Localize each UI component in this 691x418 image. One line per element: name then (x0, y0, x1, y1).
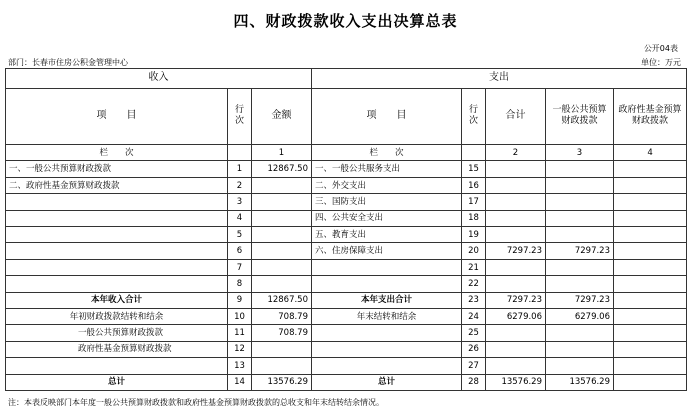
expense-govfund (614, 161, 687, 177)
income-item-header: 项 目 (6, 88, 228, 144)
expense-total (486, 177, 546, 193)
income-item (6, 276, 228, 292)
expense-row-no: 25 (462, 325, 486, 341)
expense-general: 7297.23 (546, 243, 614, 259)
expense-govfund (614, 341, 687, 357)
expense-general (546, 210, 614, 226)
expense-total (486, 341, 546, 357)
fiscal-summary-table (5, 68, 687, 391)
table-row (6, 276, 687, 292)
expense-total (486, 161, 546, 177)
income-item (6, 243, 228, 259)
income-row-no: 12 (228, 341, 252, 357)
expense-govfund (614, 177, 687, 193)
expense-govfund-header: 政府性基金预算财政拨款 (614, 88, 687, 144)
table-row (6, 309, 687, 325)
income-item: 一、一般公共预算财政拨款 (6, 161, 228, 177)
expense-general: 6279.06 (546, 309, 614, 325)
form-number: 公开04表 (643, 44, 678, 53)
expense-item: 本年支出合计 (312, 292, 462, 308)
income-amount-header: 金额 (252, 88, 312, 144)
income-row-no: 9 (228, 292, 252, 308)
table-row (6, 210, 687, 226)
expense-govfund (614, 292, 687, 308)
expense-lanci-rowno (462, 145, 486, 161)
income-lanci-rowno (228, 145, 252, 161)
income-item (6, 358, 228, 374)
income-row-no: 4 (228, 210, 252, 226)
expense-item: 总计 (312, 374, 462, 390)
income-amount (252, 259, 312, 275)
expense-item (312, 325, 462, 341)
income-amount (252, 243, 312, 259)
income-amount: 13576.29 (252, 374, 312, 390)
expense-item (312, 358, 462, 374)
income-item (6, 194, 228, 210)
income-amount: 708.79 (252, 325, 312, 341)
expense-row-no: 17 (462, 194, 486, 210)
expense-general (546, 177, 614, 193)
page-title: 四、财政拨款收入支出决算总表 (233, 12, 458, 30)
income-amount (252, 276, 312, 292)
expense-general (546, 259, 614, 275)
expense-govfund (614, 259, 687, 275)
expense-govfund (614, 227, 687, 243)
income-amount (252, 177, 312, 193)
expense-govfund (614, 374, 687, 390)
expense-item: 四、公共安全支出 (312, 210, 462, 226)
expense-row-no: 23 (462, 292, 486, 308)
income-section-header: 收入 (6, 69, 312, 89)
table-row (6, 161, 687, 177)
expense-general (546, 325, 614, 341)
expense-general (546, 227, 614, 243)
expense-item: 六、住房保障支出 (312, 243, 462, 259)
income-row-no: 14 (228, 374, 252, 390)
income-amount: 12867.50 (252, 161, 312, 177)
income-amount (252, 358, 312, 374)
expense-govfund (614, 276, 687, 292)
expense-general (546, 341, 614, 357)
income-item: 二、政府性基金预算财政拨款 (6, 177, 228, 193)
expense-general: 7297.23 (546, 292, 614, 308)
income-amount (252, 341, 312, 357)
col-index-3: 3 (546, 145, 614, 161)
expense-govfund (614, 309, 687, 325)
expense-section-header: 支出 (312, 69, 687, 89)
expense-govfund (614, 210, 687, 226)
expense-govfund (614, 358, 687, 374)
expense-total: 6279.06 (486, 309, 546, 325)
expense-item: 三、国防支出 (312, 194, 462, 210)
expense-item (312, 341, 462, 357)
table-row (6, 292, 687, 308)
income-row-no-header: 行次 (228, 88, 252, 144)
table-row (6, 194, 687, 210)
table-row (6, 243, 687, 259)
income-row-no: 10 (228, 309, 252, 325)
col-index-1: 1 (252, 145, 312, 161)
income-item: 政府性基金预算财政拨款 (6, 341, 228, 357)
expense-general (546, 358, 614, 374)
expense-total (486, 325, 546, 341)
expense-general (546, 276, 614, 292)
income-item (6, 210, 228, 226)
expense-govfund (614, 325, 687, 341)
table-row (6, 358, 687, 374)
expense-govfund (614, 243, 687, 259)
expense-item (312, 276, 462, 292)
income-lanci-label: 栏 次 (6, 145, 228, 161)
expense-item: 年末结转和结余 (312, 309, 462, 325)
expense-total (486, 210, 546, 226)
income-row-no: 3 (228, 194, 252, 210)
expense-total (486, 194, 546, 210)
expense-lanci-label: 栏 次 (312, 145, 462, 161)
expense-row-no: 16 (462, 177, 486, 193)
expense-row-no: 18 (462, 210, 486, 226)
expense-row-no: 26 (462, 341, 486, 357)
expense-total (486, 358, 546, 374)
expense-row-no: 28 (462, 374, 486, 390)
expense-row-no: 19 (462, 227, 486, 243)
expense-general (546, 161, 614, 177)
expense-general: 13576.29 (546, 374, 614, 390)
income-row-no: 6 (228, 243, 252, 259)
expense-total (486, 276, 546, 292)
expense-total (486, 259, 546, 275)
income-row-no: 5 (228, 227, 252, 243)
income-row-no: 2 (228, 177, 252, 193)
expense-general (546, 194, 614, 210)
income-row-no: 8 (228, 276, 252, 292)
table-row (6, 374, 687, 390)
income-item: 总计 (6, 374, 228, 390)
expense-general-header: 一般公共预算财政拨款 (546, 88, 614, 144)
income-amount: 708.79 (252, 309, 312, 325)
expense-row-no-header: 行次 (462, 88, 486, 144)
expense-govfund (614, 194, 687, 210)
expense-total: 7297.23 (486, 243, 546, 259)
income-item (6, 259, 228, 275)
expense-item: 一、一般公共服务支出 (312, 161, 462, 177)
expense-total: 7297.23 (486, 292, 546, 308)
unit-label: 单位：万元 (641, 58, 681, 67)
income-item (6, 227, 228, 243)
table-row (6, 341, 687, 357)
footnote: 注：本表反映部门本年度一般公共预算财政拨款和政府性基金预算财政拨款的总收支和年末结转结余情况。 (8, 398, 384, 407)
income-item: 年初财政拨款结转和结余 (6, 309, 228, 325)
col-index-4: 4 (614, 145, 687, 161)
col-index-2: 2 (486, 145, 546, 161)
income-row-no: 13 (228, 358, 252, 374)
income-item: 一般公共预算财政拨款 (6, 325, 228, 341)
expense-item (312, 259, 462, 275)
income-amount: 12867.50 (252, 292, 312, 308)
income-row-no: 11 (228, 325, 252, 341)
expense-row-no: 22 (462, 276, 486, 292)
table-row (6, 227, 687, 243)
expense-row-no: 20 (462, 243, 486, 259)
income-amount (252, 194, 312, 210)
expense-row-no: 27 (462, 358, 486, 374)
expense-total (486, 227, 546, 243)
income-item: 本年收入合计 (6, 292, 228, 308)
expense-total: 13576.29 (486, 374, 546, 390)
table-row (6, 177, 687, 193)
expense-item: 五、教育支出 (312, 227, 462, 243)
table-row (6, 325, 687, 341)
expense-item-header: 项 目 (312, 88, 462, 144)
income-amount (252, 210, 312, 226)
department-label: 部门：长春市住房公积金管理中心 (8, 58, 128, 67)
expense-item: 二、外交支出 (312, 177, 462, 193)
expense-row-no: 21 (462, 259, 486, 275)
table-row (6, 259, 687, 275)
expense-row-no: 15 (462, 161, 486, 177)
income-amount (252, 227, 312, 243)
expense-total-header: 合计 (486, 88, 546, 144)
income-row-no: 1 (228, 161, 252, 177)
expense-row-no: 24 (462, 309, 486, 325)
income-row-no: 7 (228, 259, 252, 275)
